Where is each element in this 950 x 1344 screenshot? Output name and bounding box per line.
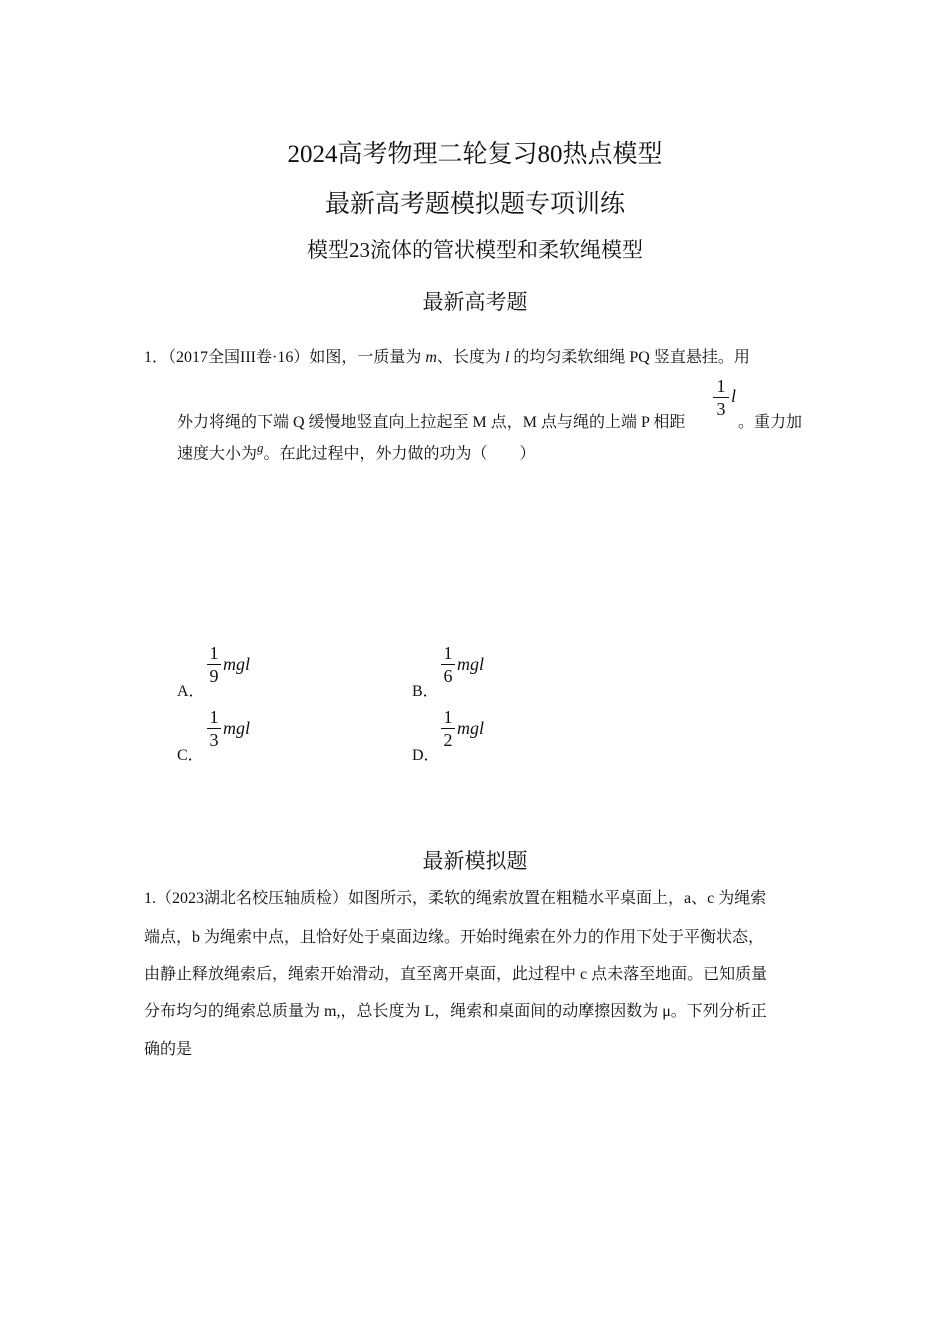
q1-line-3 (177, 440, 536, 463)
q1-line-1 (144, 344, 750, 367)
option-expression: mgl (223, 718, 250, 738)
fraction-variable: l (731, 386, 737, 406)
q2-line: 分布均匀的绳索总质量为 m,，总长度为 L，绳索和桌面间的动摩擦因数为 μ。下列分析正 (144, 1003, 767, 1020)
var-m: m (425, 349, 437, 366)
q1-text: 速度大小为 (177, 445, 258, 463)
option-expression: mgl (457, 718, 484, 738)
q2-line: 确的是 (144, 1041, 193, 1058)
model-title: 模型23流体的管状模型和柔软绳模型 (307, 238, 643, 262)
q2-line: 端点，b 为绳索中点，且恰好处于桌面边缘。开始时绳索在外力的作用下处于平衡状态， (144, 929, 765, 946)
option-fraction: 1 3 (207, 707, 221, 750)
option-expression: mgl (223, 654, 250, 674)
option-letter: B． (412, 683, 439, 700)
option-fraction: 1 2 (441, 707, 455, 750)
q1-text: 外力将绳的下端 Q 缓慢地竖直向上拉起至 M 点，M 点与绳的上端 P 相距 (177, 414, 686, 431)
fraction-numerator: 1 (716, 376, 726, 396)
option-fraction: 1 9 (207, 643, 221, 686)
fraction-one-third (713, 376, 729, 419)
fraction-denominator: 3 (716, 399, 726, 419)
var-g: g (257, 440, 264, 455)
option-letter: D． (412, 747, 440, 764)
q1-line-2 (177, 409, 685, 432)
q2-line: 由静止释放绳索后，绳索开始滑动，直至离开桌面，此过程中 c 点未落至地面。已知质量 (144, 966, 768, 983)
option-letter: A． (177, 683, 205, 700)
var-l: l (504, 349, 510, 366)
section-heading-simulation: 最新模拟题 (422, 849, 528, 873)
option-letter: C． (177, 747, 204, 764)
q1-line-2-end: 。重力加 (738, 414, 803, 431)
option-expression: mgl (457, 654, 484, 674)
q1-text: 、长度为 (436, 349, 505, 366)
q2-line: 1.（2023湖北名校压轴质检）如图所示，柔软的绳索放置在粗糙水平桌面上，a、c 为绳索 (144, 890, 767, 907)
q1-text: 的均匀柔软细绳 PQ 竖直悬挂。用 (509, 349, 750, 366)
page-title: 2024高考物理二轮复习80热点模型 (287, 141, 663, 168)
page-subtitle: 最新高考题模拟题专项训练 (324, 191, 625, 218)
q1-text: 1．（2017全国III卷·16）如图，一质量为 (144, 349, 426, 366)
section-heading-exam: 最新高考题 (422, 290, 528, 314)
option-fraction: 1 6 (441, 643, 455, 686)
q1-text: 。在此过程中，外力做的功为（ ） (263, 445, 536, 463)
